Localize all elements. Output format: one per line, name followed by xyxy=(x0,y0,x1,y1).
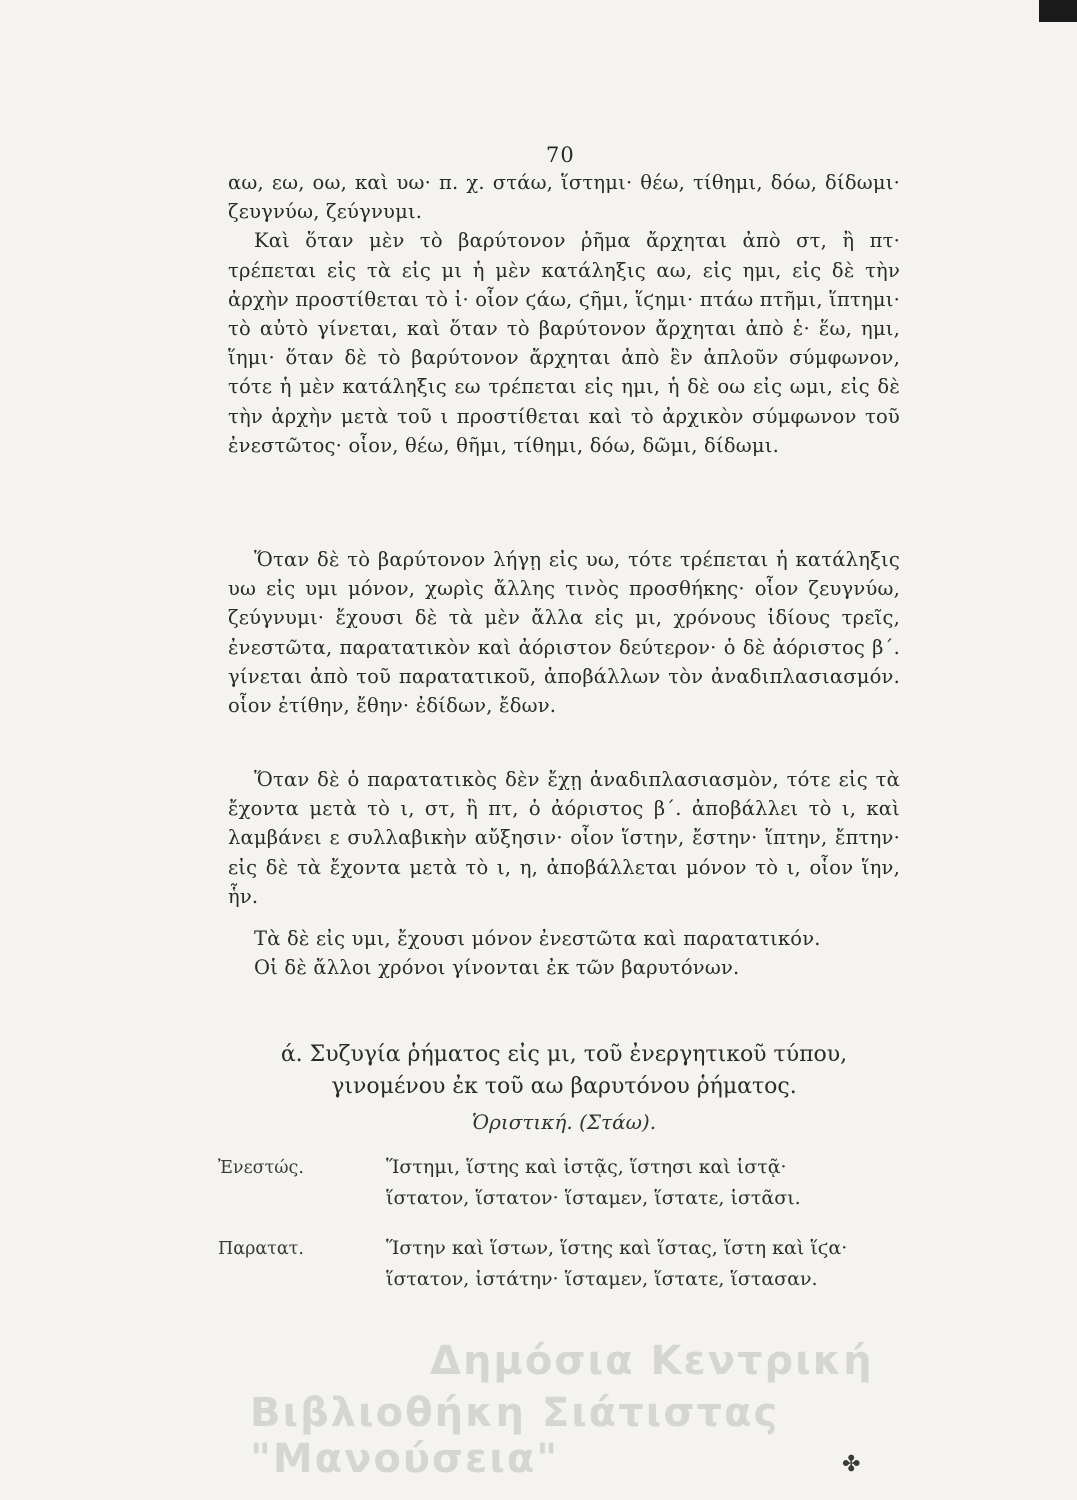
mood-subheading: Ὁριστική. (Στάω). xyxy=(471,1110,657,1134)
section-heading-line-1: ά. Συζυγία ῥήματος εἰς μι, τοῦ ἐνεργητικοῦ τύπου, xyxy=(280,1042,848,1067)
text-block-3 xyxy=(228,765,900,911)
conjugation-line: Ἵστημι, ἵστης καὶ ἱστᾷς, ἵστησι καὶ ἱστᾷ· xyxy=(386,1156,787,1178)
ink-speck-icon: ✤ xyxy=(842,1452,861,1477)
library-watermark-line-2: Βιβλιοθήκη Σιάτιστας "Μανούσεια" xyxy=(250,1390,780,1482)
section-heading-line-2: γινομένου ἐκ τοῦ αω βαρυτόνου ῥήματος. xyxy=(331,1074,797,1099)
library-watermark-line-1: Δημόσια Κεντρική xyxy=(430,1338,874,1384)
text-block-4 xyxy=(228,924,900,982)
paragraph: Οἱ δὲ ἄλλοι χρόνοι γίνονται ἐκ τῶν βαρυτόνων. xyxy=(254,956,740,980)
paragraph: αω, εω, οω, καὶ υω· π. χ. στάω, ἵστημι· θέω, τίθημι, δόω, δίδωμι· ζευγνύω, ζεύγνυμι. xyxy=(228,171,900,224)
text-block-2 xyxy=(228,545,900,720)
tense-forms-present xyxy=(386,1152,906,1214)
tense-label-present: Ἐνεστώς. xyxy=(218,1158,304,1178)
tense-label-imperfect: Παρατατ. xyxy=(218,1239,304,1259)
tense-forms-imperfect xyxy=(386,1233,906,1295)
paragraph: Ὅταν δὲ ὁ παρατατικὸς δὲν ἔχῃ ἀναδιπλασιασμὸν, τότε εἰς τὰ ἔχοντα μετὰ τὸ ι, στ, ἢ πτ, ὁ ἀόριστος β΄. ἀποβάλλει τὸ ι, καὶ λαμβάνει ε συλλαβικὴν αὔξησιν· οἷον ἵστην, ἔστην· ἵπτην, ἔπτην· εἰς δὲ τὰ ἔχοντα μετὰ τὸ ι, η, ἀποβάλλεται μόνον τὸ ι, οἷον ἵην, ἧν. xyxy=(228,768,900,908)
conjugation-line: ἵστατον, ἱστάτην· ἵσταμεν, ἵστατε, ἵστασαν. xyxy=(386,1268,818,1290)
paragraph: Τὰ δὲ εἰς υμι, ἔχουσι μόνον ἐνεστῶτα καὶ παρατατικόν. xyxy=(254,927,821,950)
scan-edge-bar xyxy=(1039,0,1077,22)
page-number: 70 xyxy=(546,143,575,167)
conjugation-line: Ἵστην καὶ ἵστων, ἵστης καὶ ἵστας, ἵστη καὶ ἵϛα· xyxy=(386,1237,848,1259)
text-block-1 xyxy=(228,168,900,460)
paragraph: Ὅταν δὲ τὸ βαρύτονον λήγῃ εἰς υω, τότε τρέπεται ἡ κατάληξις υω εἰς υμι μόνον, χωρὶς ἄλλης τινὸς προσθήκης· οἷον ζευγνύω, ζεύγνυμι· ἔχουσι δὲ τὰ μὲν ἄλλα εἰς μι, χρόνους ἰδίους τρεῖς, ἐνεστῶτα, παρατατικὸν καὶ ἀόριστον δεύτερον· ὁ δὲ ἀόριστος β΄. γίνεται ἀπὸ τοῦ παρατατικοῦ, ἀποβάλλων τὸν ἀναδιπλασιασμόν. οἷον ἐτίθην, ἔθην· ἐδίδων, ἔδων. xyxy=(228,548,900,718)
conjugation-line: ἵστατον, ἵστατον· ἵσταμεν, ἵστατε, ἱστᾶσι. xyxy=(386,1187,801,1209)
paragraph: Καὶ ὅταν μὲν τὸ βαρύτονον ῥῆμα ἄρχηται ἀπὸ στ, ἢ πτ· τρέπεται εἰς τὰ εἰς μι ἡ μὲν κατάληξις αω, εἰς ημι, εἰς δὲ τὴν ἀρχὴν προστίθεται τὸ ἰ· οἷον ϛάω, ϛῆμι, ἵϛημι· πτάω πτῆμι, ἵπτημι· τὸ αὐτὸ γίνεται, καὶ ὅταν τὸ βαρύτονον ἄρχηται ἀπὸ ἑ· ἕω, ημι, ἵημι· ὅταν δὲ τὸ βαρύτονον ἄρχηται ἀπὸ ἓν ἁπλοῦν σύμφωνον, τότε ἡ μὲν κατάληξις εω τρέπεται εἰς ημι, ἡ δὲ οω εἰς ωμι, εἰς δὲ τὴν ἀρχὴν μετὰ τοῦ ι προστίθεται καὶ τὸ ἀρχικὸν σύμφωνον τοῦ ἐνεστῶτος· οἷον, θέω, θῆμι, τίθημι, δόω, δῶμι, δίδωμι. xyxy=(228,229,900,457)
